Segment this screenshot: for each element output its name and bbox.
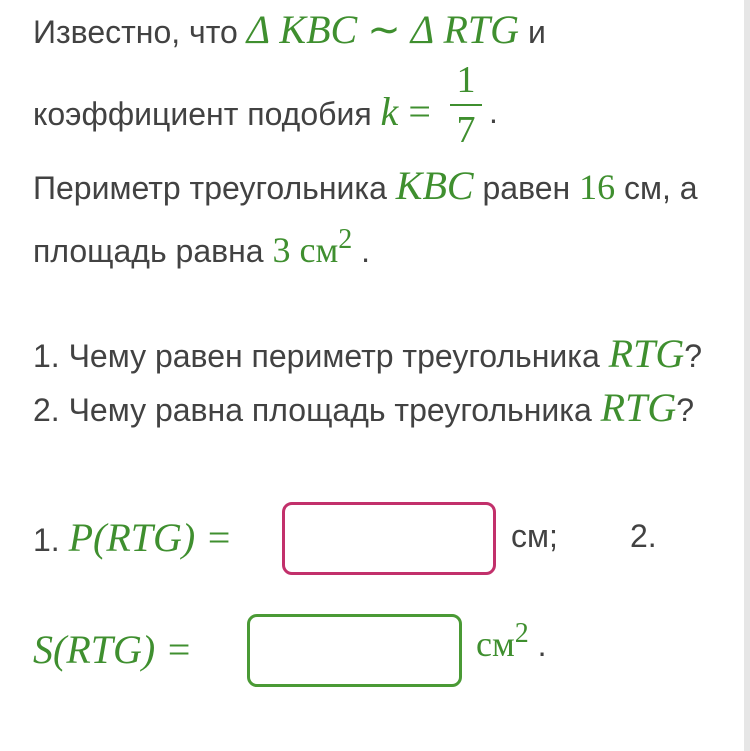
perimeter-unit: см; [511,518,558,554]
perimeter-expression: P(RTG) = [68,515,233,560]
right-edge-strip [744,0,750,751]
fraction-denominator: 7 [456,109,476,151]
similarity-coefficient-fraction [448,60,484,150]
perimeter-value: 16 [579,167,616,207]
statement-text: равен [473,170,580,206]
equals-sign: = [398,89,431,134]
answer-2-label [33,626,192,673]
area-exponent: 2 [338,224,353,255]
area-unit-exponent: 2 [514,618,529,649]
area-expression: S(RTG) = [33,627,193,672]
triangle-kbc: Δ KBC [246,7,358,52]
area-answer-input[interactable] [247,614,462,687]
triangle-rtg: Δ RTG [410,7,520,52]
area-unit: см [476,624,515,664]
statement-text: см, а [615,170,698,206]
answer-number: 1. [33,522,69,558]
question-mark: ? [684,338,703,374]
area-unit-group [476,618,547,665]
statement-text: и [519,14,546,50]
question-mark: ? [676,392,695,428]
k-variable: k [380,89,399,134]
answer-1-label [33,514,232,561]
area-unit-period: . [528,627,547,663]
statement-text: площадь равна [33,233,273,269]
statement-line-3 [33,162,698,209]
fraction-bar [450,104,482,106]
question-2 [33,384,694,431]
statement-line-4 [33,224,370,271]
question-triangle: RTG [600,385,677,430]
statement-text: Периметр треугольника [33,170,396,206]
statement-text: коэффициент подобия [33,96,381,132]
perimeter-answer-input[interactable] [282,502,496,575]
triangle-kbc-name: KBC [395,163,474,208]
question-1 [33,330,702,377]
statement-text: . [352,233,371,269]
fraction-period: . [489,94,498,130]
fraction-numerator: 1 [456,59,476,101]
answer-2-number: 2. [630,518,657,554]
statement-line-2 [33,88,431,135]
question-triangle: RTG [608,331,685,376]
statement-line-1 [33,6,546,53]
area-value: 3 см [272,230,339,270]
statement-text: Известно, что [33,14,247,50]
question-text: 1. Чему равен периметр треугольника [33,338,609,374]
question-text: 2. Чему равна площадь треугольника [33,392,601,428]
similarity-sign: ∼ [357,7,411,52]
